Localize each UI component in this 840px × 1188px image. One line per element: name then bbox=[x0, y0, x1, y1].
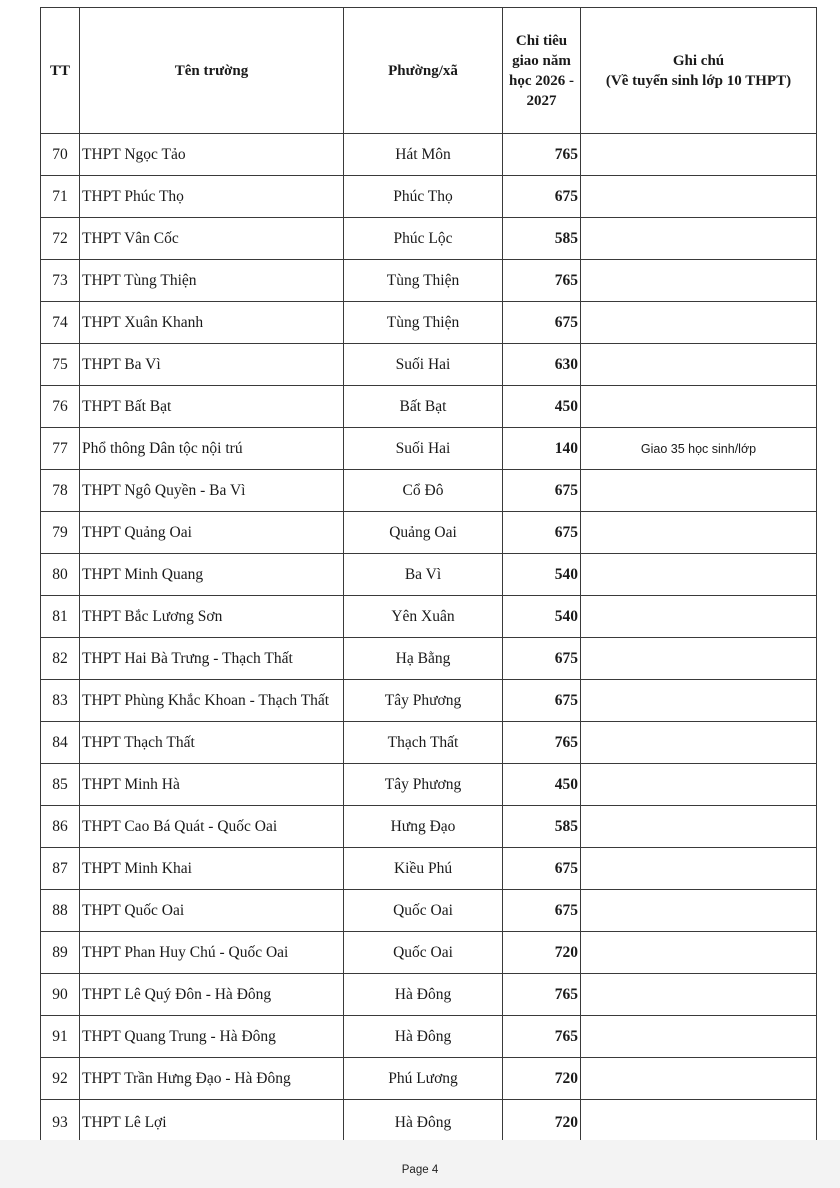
note-text bbox=[581, 722, 817, 764]
table-row bbox=[41, 974, 817, 1016]
quota-value: 675 bbox=[503, 302, 581, 344]
quota-value: 765 bbox=[503, 134, 581, 176]
ward-name: Suối Hai bbox=[344, 428, 503, 470]
school-name: THPT Ngô Quyền - Ba Vì bbox=[80, 470, 344, 512]
quota-value: 675 bbox=[503, 176, 581, 218]
note-text bbox=[581, 512, 817, 554]
school-name: THPT Phúc Thọ bbox=[80, 176, 344, 218]
quota-value: 675 bbox=[503, 680, 581, 722]
school-name: THPT Minh Quang bbox=[80, 554, 344, 596]
ward-name: Tùng Thiện bbox=[344, 302, 503, 344]
note-text bbox=[581, 218, 817, 260]
row-number: 85 bbox=[41, 764, 80, 806]
row-number: 80 bbox=[41, 554, 80, 596]
ward-name: Bất Bạt bbox=[344, 386, 503, 428]
ward-name: Phúc Lộc bbox=[344, 218, 503, 260]
table-header-row bbox=[41, 8, 817, 134]
row-number: 76 bbox=[41, 386, 80, 428]
row-number: 84 bbox=[41, 722, 80, 764]
quota-value: 720 bbox=[503, 1100, 581, 1146]
quota-value: 450 bbox=[503, 386, 581, 428]
school-name: THPT Lê Lợi bbox=[80, 1100, 344, 1146]
note-text bbox=[581, 134, 817, 176]
quota-value: 720 bbox=[503, 1058, 581, 1100]
header-note bbox=[581, 8, 817, 134]
quota-value: 765 bbox=[503, 260, 581, 302]
quota-value: 540 bbox=[503, 554, 581, 596]
quota-value: 585 bbox=[503, 218, 581, 260]
row-number: 82 bbox=[41, 638, 80, 680]
table-row bbox=[41, 1100, 817, 1146]
header-ward: Phường/xã bbox=[344, 8, 503, 134]
school-name: Phổ thông Dân tộc nội trú bbox=[80, 428, 344, 470]
table-row bbox=[41, 1016, 817, 1058]
row-number: 87 bbox=[41, 848, 80, 890]
row-number: 72 bbox=[41, 218, 80, 260]
note-text bbox=[581, 344, 817, 386]
table-row bbox=[41, 344, 817, 386]
header-quota-line: giao năm bbox=[512, 52, 571, 69]
header-quota bbox=[503, 8, 581, 134]
school-name: THPT Hai Bà Trưng - Thạch Thất bbox=[80, 638, 344, 680]
table-row bbox=[41, 428, 817, 470]
table-row bbox=[41, 386, 817, 428]
ward-name: Phú Lương bbox=[344, 1058, 503, 1100]
table-row bbox=[41, 218, 817, 260]
row-number: 74 bbox=[41, 302, 80, 344]
note-text bbox=[581, 806, 817, 848]
table-row bbox=[41, 596, 817, 638]
quota-value: 630 bbox=[503, 344, 581, 386]
ward-name: Ba Vì bbox=[344, 554, 503, 596]
school-name: THPT Vân Cốc bbox=[80, 218, 344, 260]
quota-value: 450 bbox=[503, 764, 581, 806]
row-number: 79 bbox=[41, 512, 80, 554]
table-row bbox=[41, 848, 817, 890]
row-number: 88 bbox=[41, 890, 80, 932]
quota-value: 675 bbox=[503, 848, 581, 890]
quota-value: 720 bbox=[503, 932, 581, 974]
row-number: 86 bbox=[41, 806, 80, 848]
quota-value: 675 bbox=[503, 890, 581, 932]
school-name: THPT Bắc Lương Sơn bbox=[80, 596, 344, 638]
table-row bbox=[41, 680, 817, 722]
table-row bbox=[41, 302, 817, 344]
school-name: THPT Lê Quý Đôn - Hà Đông bbox=[80, 974, 344, 1016]
ward-name: Quốc Oai bbox=[344, 890, 503, 932]
quota-value: 585 bbox=[503, 806, 581, 848]
table-row bbox=[41, 764, 817, 806]
note-text bbox=[581, 260, 817, 302]
ward-name: Phúc Thọ bbox=[344, 176, 503, 218]
header-quota-line: học 2026 - bbox=[509, 72, 574, 89]
row-number: 91 bbox=[41, 1016, 80, 1058]
ward-name: Quảng Oai bbox=[344, 512, 503, 554]
row-number: 90 bbox=[41, 974, 80, 1016]
ward-name: Yên Xuân bbox=[344, 596, 503, 638]
school-name: THPT Quốc Oai bbox=[80, 890, 344, 932]
school-name: THPT Quang Trung - Hà Đông bbox=[80, 1016, 344, 1058]
row-number: 93 bbox=[41, 1100, 80, 1146]
row-number: 78 bbox=[41, 470, 80, 512]
table-row bbox=[41, 470, 817, 512]
table-row bbox=[41, 134, 817, 176]
school-quota-table bbox=[40, 7, 817, 1146]
school-name: THPT Phan Huy Chú - Quốc Oai bbox=[80, 932, 344, 974]
header-quota-line: Chỉ tiêu bbox=[515, 32, 568, 49]
quota-value: 140 bbox=[503, 428, 581, 470]
note-text bbox=[581, 1100, 817, 1146]
school-name: THPT Xuân Khanh bbox=[80, 302, 344, 344]
ward-name: Hạ Bằng bbox=[344, 638, 503, 680]
ward-name: Kiều Phú bbox=[344, 848, 503, 890]
school-name: THPT Trần Hưng Đạo - Hà Đông bbox=[80, 1058, 344, 1100]
quota-value: 540 bbox=[503, 596, 581, 638]
note-text bbox=[581, 1058, 817, 1100]
ward-name: Tây Phương bbox=[344, 764, 503, 806]
ward-name: Tây Phương bbox=[344, 680, 503, 722]
note-text bbox=[581, 596, 817, 638]
header-tt: TT bbox=[41, 8, 80, 134]
ward-name: Hà Đông bbox=[344, 974, 503, 1016]
header-school-name: Tên trường bbox=[80, 8, 344, 134]
note-text bbox=[581, 764, 817, 806]
ward-name: Thạch Thất bbox=[344, 722, 503, 764]
ward-name: Quốc Oai bbox=[344, 932, 503, 974]
row-number: 89 bbox=[41, 932, 80, 974]
header-note-line: (Về tuyển sinh lớp 10 THPT) bbox=[605, 72, 792, 89]
school-name: THPT Ngọc Tảo bbox=[80, 134, 344, 176]
school-name: THPT Minh Hà bbox=[80, 764, 344, 806]
row-number: 71 bbox=[41, 176, 80, 218]
table-row bbox=[41, 638, 817, 680]
table-row bbox=[41, 932, 817, 974]
table-row bbox=[41, 722, 817, 764]
table-row bbox=[41, 176, 817, 218]
row-number: 70 bbox=[41, 134, 80, 176]
row-number: 75 bbox=[41, 344, 80, 386]
quota-value: 765 bbox=[503, 974, 581, 1016]
ward-name: Tùng Thiện bbox=[344, 260, 503, 302]
school-name: THPT Phùng Khắc Khoan - Thạch Thất bbox=[80, 680, 344, 722]
header-quota-line: 2027 bbox=[526, 92, 557, 109]
note-text bbox=[581, 386, 817, 428]
row-number: 73 bbox=[41, 260, 80, 302]
table-row bbox=[41, 806, 817, 848]
table-row bbox=[41, 1058, 817, 1100]
note-text: Giao 35 học sinh/lớp bbox=[581, 428, 817, 470]
note-text bbox=[581, 974, 817, 1016]
ward-name: Hát Môn bbox=[344, 134, 503, 176]
ward-name: Hưng Đạo bbox=[344, 806, 503, 848]
note-text bbox=[581, 932, 817, 974]
row-number: 77 bbox=[41, 428, 80, 470]
school-name: THPT Bất Bạt bbox=[80, 386, 344, 428]
ward-name: Suối Hai bbox=[344, 344, 503, 386]
table-row bbox=[41, 260, 817, 302]
note-text bbox=[581, 638, 817, 680]
quota-value: 765 bbox=[503, 1016, 581, 1058]
school-name: THPT Minh Khai bbox=[80, 848, 344, 890]
note-text bbox=[581, 176, 817, 218]
ward-name: Hà Đông bbox=[344, 1016, 503, 1058]
row-number: 83 bbox=[41, 680, 80, 722]
note-text bbox=[581, 302, 817, 344]
school-name: THPT Thạch Thất bbox=[80, 722, 344, 764]
page-number: Page 4 bbox=[401, 1164, 439, 1176]
note-text bbox=[581, 680, 817, 722]
quota-value: 765 bbox=[503, 722, 581, 764]
ward-name: Hà Đông bbox=[344, 1100, 503, 1146]
note-text bbox=[581, 470, 817, 512]
school-name: THPT Tùng Thiện bbox=[80, 260, 344, 302]
note-text bbox=[581, 848, 817, 890]
table-row bbox=[41, 890, 817, 932]
row-number: 92 bbox=[41, 1058, 80, 1100]
quota-value: 675 bbox=[503, 512, 581, 554]
school-name: THPT Ba Vì bbox=[80, 344, 344, 386]
table-row bbox=[41, 512, 817, 554]
quota-value: 675 bbox=[503, 470, 581, 512]
note-text bbox=[581, 890, 817, 932]
note-text bbox=[581, 1016, 817, 1058]
school-name: THPT Cao Bá Quát - Quốc Oai bbox=[80, 806, 344, 848]
quota-value: 675 bbox=[503, 638, 581, 680]
table-row bbox=[41, 554, 817, 596]
ward-name: Cổ Đô bbox=[344, 470, 503, 512]
row-number: 81 bbox=[41, 596, 80, 638]
note-text bbox=[581, 554, 817, 596]
header-note-line: Ghi chú bbox=[672, 52, 725, 69]
school-name: THPT Quảng Oai bbox=[80, 512, 344, 554]
